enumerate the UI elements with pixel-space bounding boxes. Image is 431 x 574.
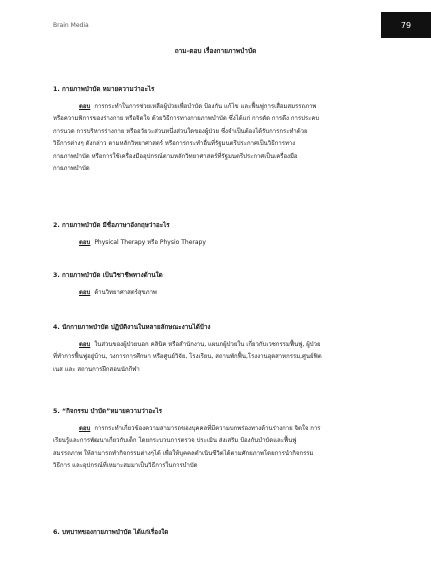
- answer-label: ตอบ: [79, 288, 91, 296]
- page-number: 79: [400, 20, 412, 30]
- answer-1-line-4: วิธีการต่างๆ ดังกล่าว ตามหลักวิทยาศาสตร์ หรือการกระทำอื่นที่รัฐมนตรีประกาศเป็นวิธีการทาง: [53, 140, 296, 147]
- answer-label: ตอบ: [79, 102, 91, 110]
- page-number-badge: [381, 12, 431, 38]
- document-title: ถาม-ตอบ เรื่องกายภาพบำบัด: [174, 47, 257, 55]
- answer-label: ตอบ: [79, 238, 91, 246]
- qa-item-5: [53, 406, 321, 473]
- question-6: 6. บทบาทของกายภาพบำบัด ได้แก่เรื่องใด: [53, 529, 169, 536]
- qa-item-2: [53, 220, 206, 249]
- question-2: 2. กายภาพบำบัด มีชื่อภาษาอังกฤษว่าอะไร: [53, 222, 170, 229]
- question-3: 3. กายภาพบำบัด เป็นวิชาชีพทางด้านใด: [53, 272, 163, 279]
- answer-2-line-1: Physical Therapy หรือ Physio Therapy: [94, 238, 206, 246]
- answer-1-line-2: หรือความพิการของร่างกาย หรือจิตใจ ด้วยวิธีการทางกายภาพบำบัด ซึ่งได้แก่ การดัด การดึง การประคบ: [53, 115, 320, 122]
- qa-item-3: [53, 270, 163, 299]
- answer-4-line-3: เนส และ สถานการฝึกสอนนักกีฬา: [53, 365, 140, 373]
- question-1: 1. กายภาพบำบัด หมายความว่าอะไร: [53, 86, 155, 93]
- answer-label: ตอบ: [79, 424, 91, 432]
- answer-5-line-2: เรียนรู้และการพัฒนาเกี่ยวกับเด็ก โดยกระบวนการตรวจ ประเมิน ส่งเสริม ป้องกันบำบัดและฟื้นฟู: [53, 437, 297, 444]
- answer-3-line-1: ด้านวิทยาศาสตร์สุขภาพ: [94, 288, 157, 296]
- qa-item-6: [53, 527, 168, 544]
- answer-3: [53, 287, 163, 300]
- question-4: 4. นักกายภาพบำบัด ปฏิบัติงานในหลายลักษณะงานได้บ้าง: [53, 324, 211, 331]
- answer-1-line-3: การนวด การบริหารร่างกาย หรืออวัยวะส่วนหนึ่งส่วนใดของผู้ป่วย ซึ่งจำเป็นต้องได้รับการกระทำด้วย: [53, 127, 308, 135]
- qa-item-1: [53, 84, 319, 176]
- answer-5-line-4: วิธีการ และอุปกรณ์ที่เหมาะสมมาเป็นวิธีการในการบำบัด: [53, 462, 198, 469]
- answer-4: [53, 339, 322, 377]
- question-5: 5. “กิจกรรม บำบัด”หมายความว่าอะไร: [53, 408, 163, 415]
- answer-4-line-1: ในส่วนของผู้ป่วยนอก คลินิค หรือสำนักงาน, แผนกผู้ป่วยใน เกี่ยวกับเวชกรรมฟื้นฟู, ผู้ป่วย: [94, 340, 321, 348]
- answer-5-line-3: สมรรถภาพ ให้สามารถทำกิจกรรมต่างๆได้ เพื่อให้บุคคลดำเนินชีวิตได้ตามศักยภาพโดยการนำกิจกรรม: [53, 449, 314, 457]
- answer-4-line-2: ที่ทำการฟื้นฟูอยู่บ้าน, วงการการศึกษา หรือศูนย์วิจัย, โรงเรียน, สถานพักฟื้น,โรงงานอุตสาหกรรม,ศูนย์ฟิต: [53, 353, 322, 360]
- answer-2: [53, 237, 206, 250]
- answer-1-line-6: กายภาพบำบัด: [53, 165, 90, 172]
- answer-1: [53, 101, 319, 176]
- header-brand: Brain Media: [53, 22, 89, 29]
- answer-1-line-5: กายภาพบำบัด หรือการใช้เครื่องมืออุปกรณ์ตามหลักวิทยาศาสตร์ที่รัฐมนตรีประกาศเป็นเครื่องมือ: [53, 152, 298, 160]
- qa-item-4: [53, 322, 322, 376]
- answer-5-line-1: การกระทำเกี่ยวข้องความสามารถของบุคคลที่มีความบกพร่องทางด้านร่างกาย จิตใจ การ: [94, 424, 321, 432]
- answer-label: ตอบ: [79, 340, 91, 348]
- answer-5: [53, 423, 321, 473]
- answer-1-line-1: การกระทำในการช่วยเหลือผู้ป่วยเพื่อบำบัด ป้องกัน แก้ไข และฟื้นฟูการเสื่อมสมรรถภาพ: [94, 102, 317, 110]
